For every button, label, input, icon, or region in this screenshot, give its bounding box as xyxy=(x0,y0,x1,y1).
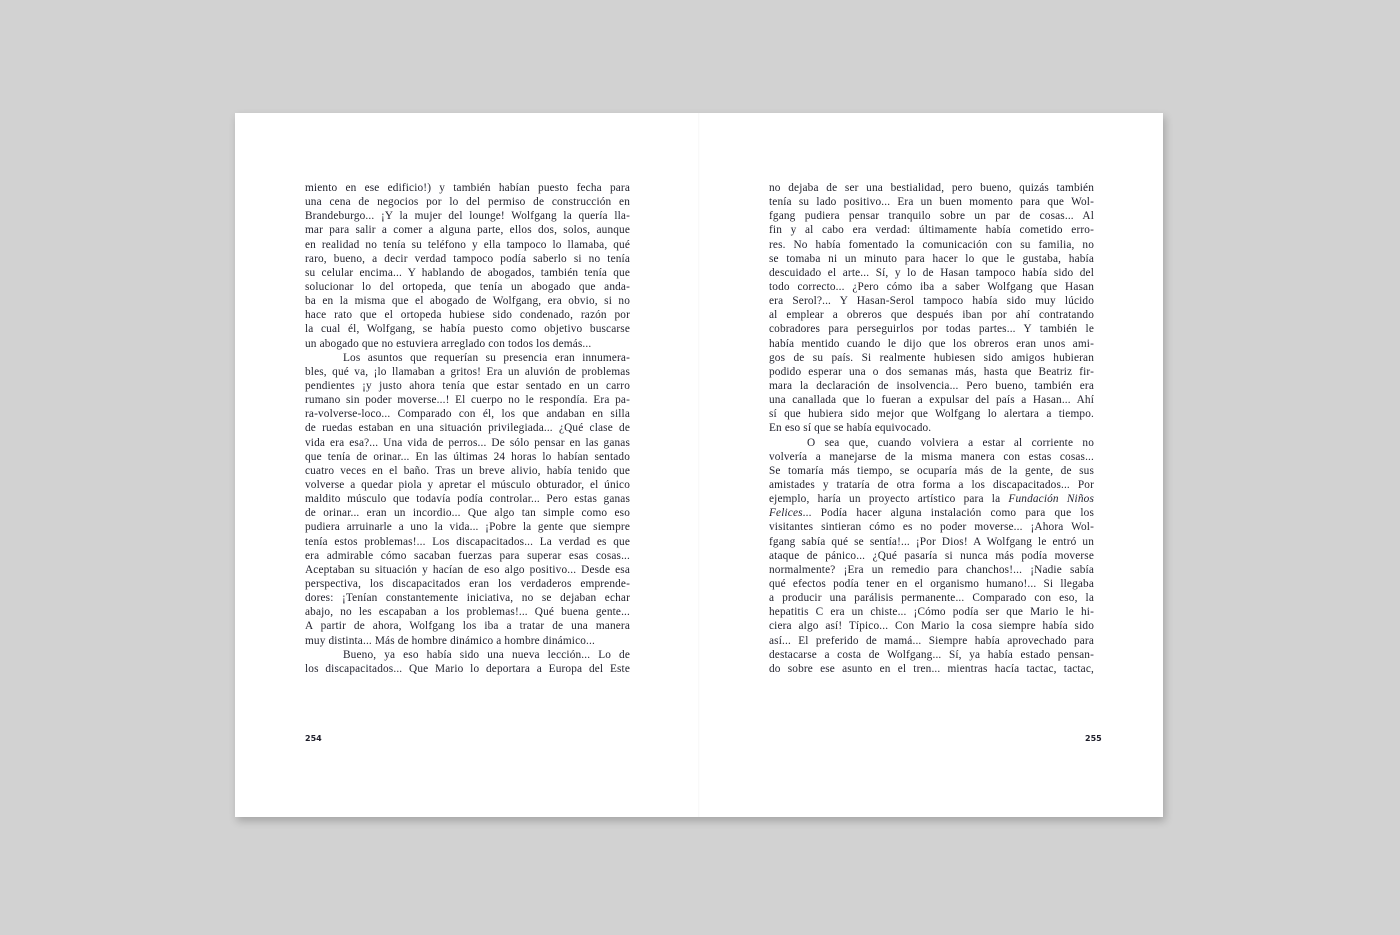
text-line: tenía su lado positivo... Era un buen momento para que Wol- xyxy=(769,196,1094,209)
text-line: Se tomaría más tiempo, se ocuparía más de la gente, de sus xyxy=(769,464,1094,477)
page-number: 255 xyxy=(1085,734,1102,743)
text-line: muy distinta... Más de hombre dinámico a hombre dinámico... xyxy=(305,634,595,647)
text-line: O sea que, cuando volviera a estar al corriente no xyxy=(807,436,1094,449)
gutter xyxy=(698,113,700,817)
text-line: de orinar... eran un incordio... Que algo tan simple como eso xyxy=(305,507,630,520)
text-line: ciera algo así! Típico... Con Mario la cosa siempre había sido xyxy=(769,620,1094,633)
text-line: así... El preferido de mamá... Siempre había aprovechado para xyxy=(769,634,1094,647)
text-line: era Serol?... Y Hasan-Serol tampoco había sido muy lúcido xyxy=(769,295,1094,308)
text-line: vida era esa?... Una vida de perros... De sólo pensar en las ganas xyxy=(305,436,630,449)
text-line: en realidad no tenía su teléfono y ella tampoco lo llamaba, qué xyxy=(305,238,630,251)
text-line: su celular encima... Y hablando de abogados, también tenía que xyxy=(305,266,630,279)
text-line: fgang sabía qué se sentía!... ¡Por Dios! A Wolfgang le entró un xyxy=(769,535,1094,548)
text-line: maldito músculo que todavía podía controlar... Pero estas ganas xyxy=(305,493,630,506)
text-line: pudiera arruinarle a uno la vida... ¡Pobre la gente que siempre xyxy=(305,521,630,534)
text-line: ra-volverse-loco... Comparado con él, los que andaban en silla xyxy=(305,408,630,421)
text-line: no dejaba de ser una bestialidad, pero bueno, quizás también xyxy=(769,182,1094,194)
text-line: raro, bueno, a decir verdad tampoco podía saberlo si no tenía xyxy=(305,252,630,265)
text-line: Brandeburgo... ¡Y la mujer del lounge! Wolfgang la quería lla- xyxy=(305,210,630,223)
text-line: tenía estos problemas!... Los discapacitados... La verdad es que xyxy=(305,535,630,548)
text-line: fin y al cabo era verdad: últimamente había cometido erro- xyxy=(769,224,1094,237)
text-line: amistades y trataría de otra forma a los discapacitados... Por xyxy=(769,478,1094,491)
text-line: Felices... Podía hacer alguna instalación como para que los xyxy=(769,507,1094,520)
right-page-text xyxy=(769,181,1094,676)
text-line: volvería a manejarse de la misma manera con estas cosas... xyxy=(769,450,1094,463)
text-line: volverse a quedar piola y apretar el músculo obturador, el único xyxy=(305,478,630,491)
text-line: había mentido cuando le dijo que los obreros eran unos ami- xyxy=(769,337,1094,350)
text-line: mar para salir a comer a alguna parte, ellos dos, solos, aunque xyxy=(305,224,630,237)
text-line: se tomaba ni un minuto para hacer lo que le gustaba, había xyxy=(769,252,1094,265)
book-spread xyxy=(235,113,1163,817)
text-line: al emplear a obreros que después iban por ahí contratando xyxy=(769,309,1094,322)
text-line: rumano sin poder moverse...! El cuerpo no le respondía. Era pa- xyxy=(305,394,630,407)
text-line: ataque de pánico... ¿Qué pasaría si nunca más podía moverse xyxy=(769,549,1094,562)
text-line: cuatro veces en el baño. Tras un breve alivio, había tenido que xyxy=(305,464,630,477)
text-line: que tenía de orinar... En las últimas 24 horas lo habían sentado xyxy=(305,450,630,463)
text-line: abajo, no les escapaban a los problemas!... Qué buena gente... xyxy=(305,606,630,619)
text-line: pendientes ¡y justo ahora tenía que estar sentado en un carro xyxy=(305,379,630,392)
text-line: perspectiva, los discapacitados eran los verdaderos emprende- xyxy=(305,577,630,590)
text-line: normalmente? ¡Era un remedio para chanchos!... ¡Nadie sabía xyxy=(769,563,1094,576)
text-line: todo correcto... ¿Pero cómo iba a saber Wolfgang que Hasan xyxy=(769,280,1094,293)
text-line: Los asuntos que requerían su presencia eran innumera- xyxy=(343,351,630,364)
text-line: destacarse a costa de Wolfgang... Sí, ya había estado pensan- xyxy=(769,648,1094,661)
text-line: era admirable cómo sacaban fuerzas para superar esas cosas... xyxy=(305,549,630,562)
text-line: hace rato que el ortopeda hubiese sido condenado, razón por xyxy=(305,309,630,322)
text-line: bles, qué va, ¡lo llamaban a gritos! Era un aluvión de problemas xyxy=(305,365,630,378)
text-line: res. No había fomentado la comunicación con su familia, no xyxy=(769,238,1094,251)
text-line: solucionar lo del ortopeda, que tenía un abogado que anda- xyxy=(305,280,630,293)
text-line: Aceptaban su situación y hacían de eso algo positivo... Desde esa xyxy=(305,563,630,576)
text-line: gos de su país. Si realmente hubiesen sido amigos hubieran xyxy=(769,351,1094,364)
text-line: mara la declaración de insolvencia... Pero bueno, también era xyxy=(769,379,1094,392)
text-line: fgang pudiera pensar tranquilo sobre un par de cosas... Al xyxy=(769,210,1094,223)
text-line: En eso sí que se había equivocado. xyxy=(769,422,932,435)
text-line: ba en la misma que el abogado de Wolfgang, era obvio, si no xyxy=(305,295,630,308)
text-line: ejemplo, haría un proyecto artístico para la Fundación Niños xyxy=(769,493,1094,506)
text-line: dores: ¡Tenían constantemente iniciativa, no se dejaban echar xyxy=(305,592,630,605)
text-line: visitantes sintieran cómo es no poder moverse... ¡Ahora Wol- xyxy=(769,521,1094,534)
text-line: de ruedas estaban en una situación privilegiada... ¿Qué clase de xyxy=(305,422,630,435)
text-line: los discapacitados... Que Mario lo deportara a Europa del Este xyxy=(305,662,630,675)
text-line: sí que hubiera sido mejor que Wolfgang lo alertara a tiempo. xyxy=(769,408,1094,421)
page-number: 254 xyxy=(305,734,322,743)
text-line: descuidado el arte... Sí, y lo de Hasan tampoco había sido del xyxy=(769,266,1094,279)
text-line: cobradores para perseguirlos por todas partes... Y también le xyxy=(769,323,1094,336)
text-line: un abogado que no estuviera arreglado con todos los demás... xyxy=(305,337,592,350)
text-line: A partir de ahora, Wolfgang los iba a tratar de una manera xyxy=(305,620,630,633)
text-line: podido esperar una o dos semanas más, hasta que Beatriz fir- xyxy=(769,365,1094,378)
text-line: do sobre ese asunto en el tren... mientras hacía tactac, tactac, xyxy=(769,662,1094,675)
text-line: qué efectos podía tener en el organismo humano!... Si llegaba xyxy=(769,577,1094,590)
text-line: a producir una parálisis permanente... Comparado con eso, la xyxy=(769,592,1094,605)
text-line: una cena de negocios por lo del permiso de construcción en xyxy=(305,196,630,209)
text-line: la cual él, Wolfgang, se había puesto como objetivo buscarse xyxy=(305,323,630,336)
left-page xyxy=(235,113,699,817)
right-page xyxy=(699,113,1163,817)
text-line: miento en ese edificio!) y también habían puesto fecha para xyxy=(305,182,630,194)
left-page-text xyxy=(305,181,630,676)
text-line: hepatitis C era un chiste... ¡Cómo podía ser que Mario le hi- xyxy=(769,606,1094,619)
text-line: una canallada que lo fueran a expulsar del país a Hasan... Ahí xyxy=(769,394,1094,407)
text-line: Bueno, ya eso había sido una nueva lección... Lo de xyxy=(343,648,630,661)
